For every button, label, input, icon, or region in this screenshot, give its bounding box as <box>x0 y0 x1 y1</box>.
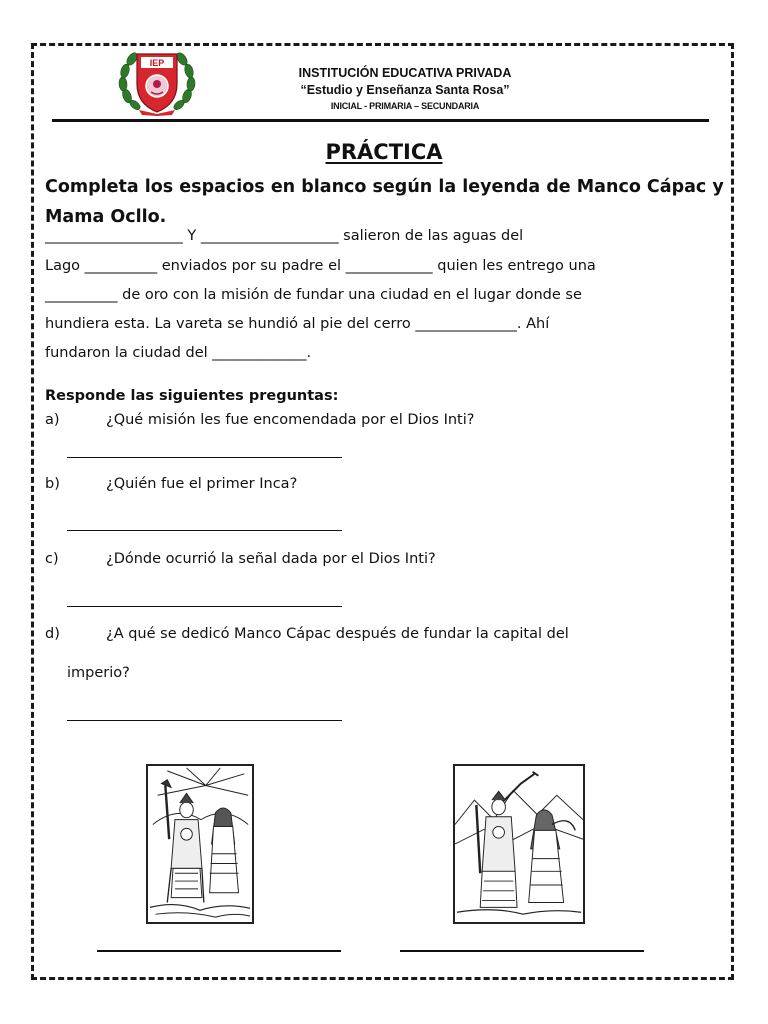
answer-line-b[interactable] <box>67 530 342 531</box>
name-line-right[interactable] <box>400 950 644 952</box>
question-c-text: ¿Dónde ocurrió la señal dada por el Dios Inti? <box>106 551 436 567</box>
paragraph-line-2: Lago __________ enviados por su padre el ____________ quien les entrego una <box>45 258 596 274</box>
section-title: Responde las siguientes preguntas: <box>45 388 339 404</box>
answer-line-c[interactable] <box>67 606 342 607</box>
page-title: PRÁCTICA <box>325 140 443 164</box>
question-a-label: a) <box>45 412 60 428</box>
school-crest-icon <box>117 44 197 116</box>
manco-capac-mama-ocllo-pointing-drawing <box>453 764 585 924</box>
svg-text:IEP: IEP <box>149 58 165 68</box>
school-type-heading: INSTITUCIÓN EDUCATIVA PRIVADA <box>298 66 512 80</box>
header-divider <box>52 119 709 122</box>
question-b-text: ¿Quién fue el primer Inca? <box>106 476 298 492</box>
school-name: “Estudio y Enseñanza Santa Rosa” <box>300 83 510 97</box>
answer-line-a[interactable] <box>67 457 342 458</box>
question-c-label: c) <box>45 551 59 567</box>
paragraph-line-5: fundaron la ciudad del _____________. <box>45 345 312 361</box>
paragraph-line-4: hundiera esta. La vareta se hundió al pie del cerro ______________. Ahí <box>45 316 550 332</box>
instruction-text: Completa los espacios en blanco según la leyenda de Manco Cápac y Mama Ocllo. <box>45 177 724 227</box>
paragraph-line-3: __________ de oro con la misión de fundar una ciudad en el lugar donde se <box>45 287 582 303</box>
paragraph-line-1: ___________________ Y ___________________ salieron de las aguas del <box>45 228 524 244</box>
question-d-continuation: imperio? <box>67 665 130 681</box>
school-levels: INICIAL - PRIMARIA – SECUNDARIA <box>330 101 480 111</box>
question-a-text: ¿Qué misión les fue encomendada por el Dios Inti? <box>106 412 475 428</box>
answer-line-d[interactable] <box>67 720 342 721</box>
question-d-label: d) <box>45 626 60 642</box>
name-line-left[interactable] <box>97 950 341 952</box>
question-d-text: ¿A qué se dedicó Manco Cápac después de fundar la capital del <box>106 626 569 642</box>
question-b-label: b) <box>45 476 60 492</box>
manco-capac-mama-ocllo-drawing <box>146 764 254 924</box>
